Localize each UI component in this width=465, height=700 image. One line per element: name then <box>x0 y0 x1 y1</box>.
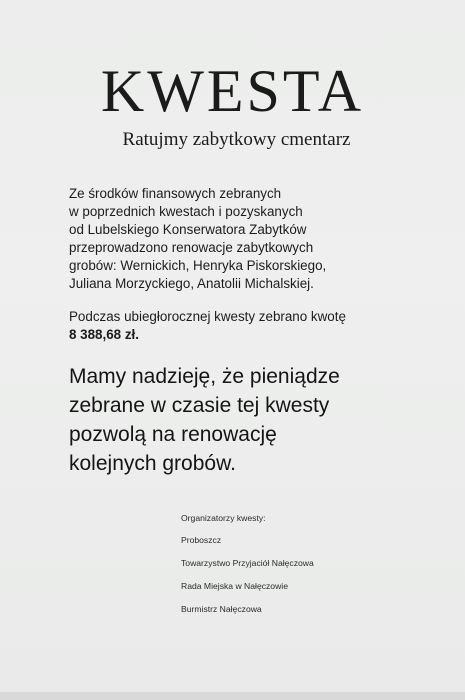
hope-line: pozwolą na renowację <box>69 423 277 446</box>
collected-amount: 8 388,68 zł. <box>69 327 139 342</box>
hope-line: kolejnych grobów. <box>69 452 236 475</box>
paragraph-line: w poprzednich kwestach i pozyskanych <box>69 204 303 219</box>
paragraph-line: grobów: Wernickich, Henryka Piskorskiego, <box>69 258 327 273</box>
paragraph-line: Juliana Morzyckiego, Anatolii Michalskiej. <box>69 276 314 291</box>
paragraph-line: Ze środków finansowych zebranych <box>69 186 282 201</box>
hope-line: zebrane w czasie tej kwesty <box>69 394 330 417</box>
organizer-item: Burmistrz Nałęczowa <box>181 604 262 614</box>
organizer-item: Rada Miejska w Nałęczowie <box>181 581 288 591</box>
hope-statement <box>69 362 429 478</box>
collected-paragraph <box>69 308 419 344</box>
renovation-paragraph <box>69 185 409 293</box>
paragraph-line: od Lubelskiego Konserwatora Zabytków <box>69 222 307 237</box>
collected-text: Podczas ubiegłorocznej kwesty zebrano kwotę <box>69 309 346 324</box>
organizers-list <box>181 511 381 625</box>
poster-title: KWESTA <box>100 58 365 124</box>
organizer-item: Proboszcz <box>181 535 222 545</box>
organizer-item: Towarzystwo Przyjaciół Nałęczowa <box>181 558 314 568</box>
hope-line: Mamy nadzieję, że pieniądze <box>69 365 340 388</box>
poster-subtitle: Ratujmy zabytkowy cmentarz <box>122 129 351 150</box>
organizers-heading: Organizatorzy kwesty: <box>181 513 266 523</box>
paragraph-line: przeprowadzono renowacje zabytkowych <box>69 240 314 255</box>
